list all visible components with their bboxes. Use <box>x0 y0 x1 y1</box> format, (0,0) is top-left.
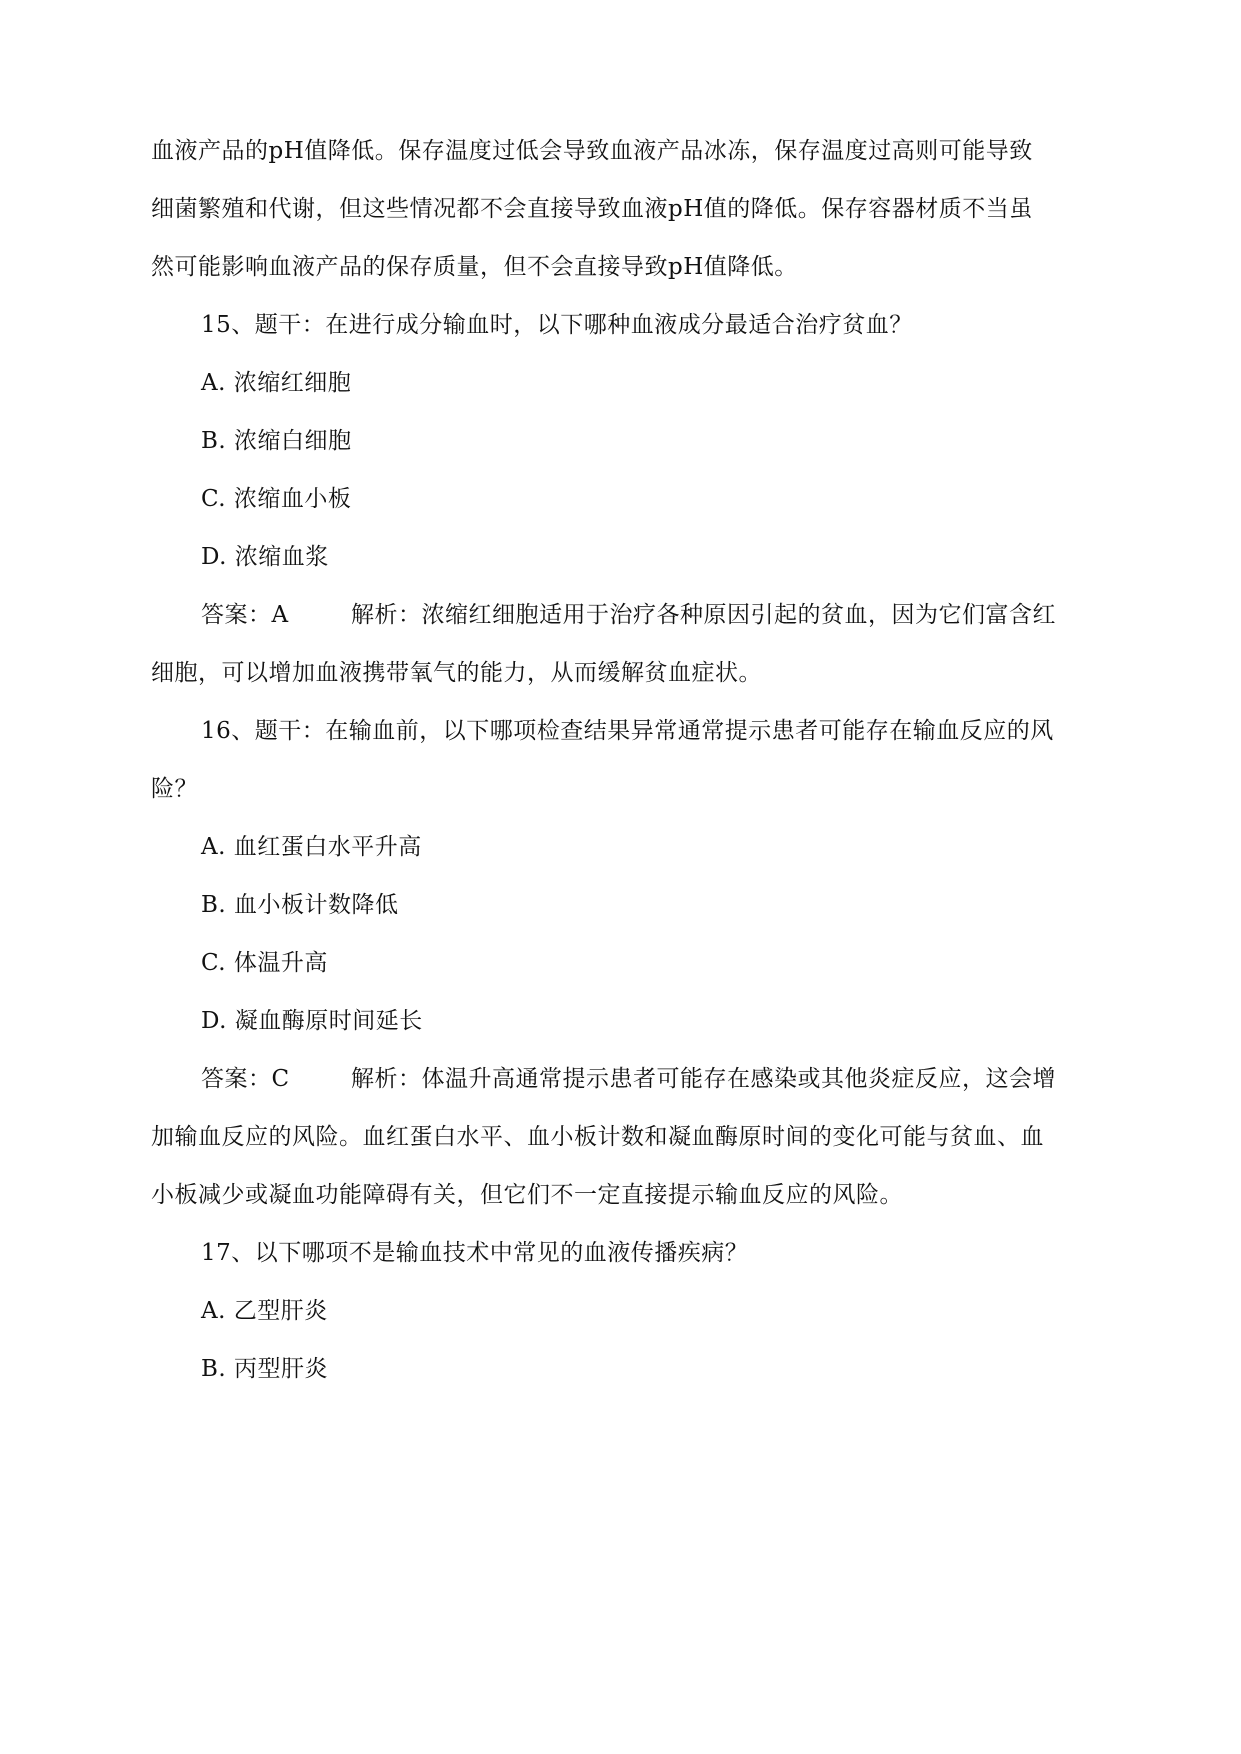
paragraph-line: 血液产品的pH值降低。保存温度过低会导致血液产品冰冻，保存温度过高则可能导致 <box>151 138 1033 164</box>
option-a: A. 乙型肝炎 <box>201 1298 328 1324</box>
option-a: A. 血红蛋白水平升高 <box>201 834 422 860</box>
analysis-text: 解析：浓缩红细胞适用于治疗各种原因引起的贫血，因为它们富含红 <box>351 602 1056 628</box>
analysis-line: 细胞，可以增加血液携带氧气的能力，从而缓解贫血症状。 <box>151 660 762 686</box>
answer-label: 答案：A <box>201 602 289 628</box>
answer-line <box>201 1064 1056 1094</box>
option-b: B. 浓缩白细胞 <box>201 428 352 454</box>
answer-line <box>201 600 1056 630</box>
analysis-text: 解析：体温升高通常提示患者可能存在感染或其他炎症反应，这会增 <box>351 1066 1056 1092</box>
option-d: D. 凝血酶原时间延长 <box>201 1008 423 1034</box>
answer-label: 答案：C <box>201 1066 290 1092</box>
option-b: B. 血小板计数降低 <box>201 892 399 918</box>
option-d: D. 浓缩血浆 <box>201 544 329 570</box>
analysis-line: 加输血反应的风险。血红蛋白水平、血小板计数和凝血酶原时间的变化可能与贫血、血 <box>151 1124 1044 1150</box>
option-a: A. 浓缩红细胞 <box>201 370 352 396</box>
paragraph-line: 细菌繁殖和代谢，但这些情况都不会直接导致血液pH值的降低。保存容器材质不当虽 <box>151 196 1033 222</box>
analysis-line: 小板减少或凝血功能障碍有关，但它们不一定直接提示输血反应的风险。 <box>151 1182 903 1208</box>
question-stem-continued: 险？ <box>151 776 198 802</box>
question-stem: 15、题干：在进行成分输血时，以下哪种血液成分最适合治疗贫血？ <box>201 312 913 338</box>
option-b: B. 丙型肝炎 <box>201 1356 329 1382</box>
paragraph-line: 然可能影响血液产品的保存质量，但不会直接导致pH值降低。 <box>151 254 798 280</box>
question-stem: 17、以下哪项不是输血技术中常见的血液传播疾病？ <box>201 1240 749 1266</box>
question-stem: 16、题干：在输血前，以下哪项检查结果异常通常提示患者可能存在输血反应的风 <box>201 718 1054 744</box>
option-c: C. 浓缩血小板 <box>201 486 352 512</box>
option-c: C. 体温升高 <box>201 950 328 976</box>
